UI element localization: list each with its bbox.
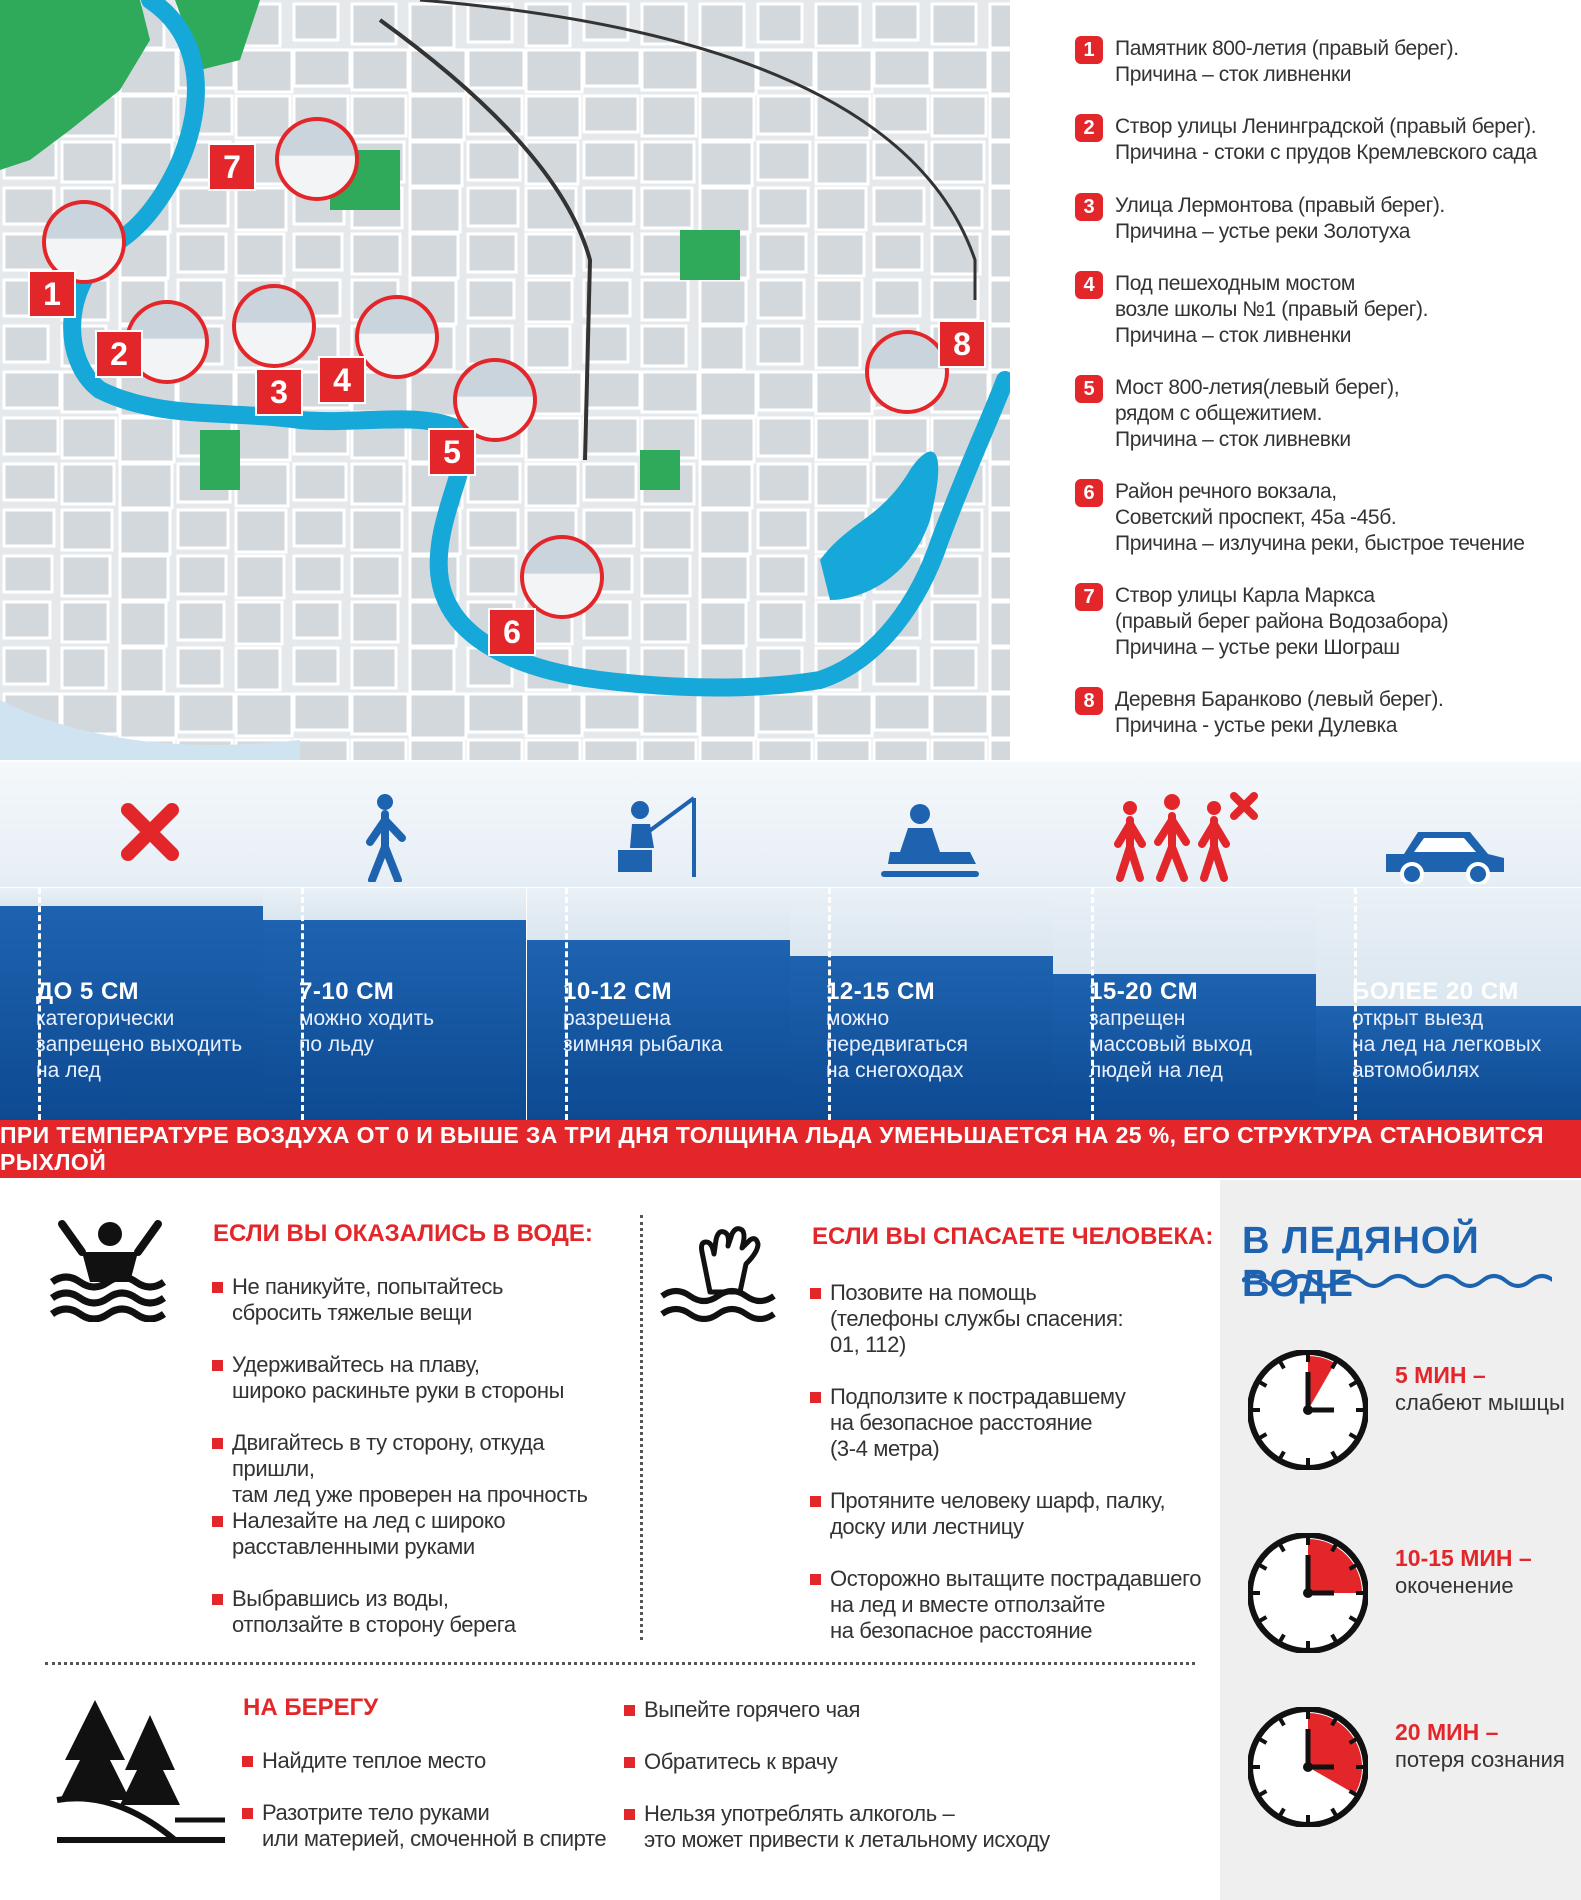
- vertical-divider: [640, 1215, 643, 1640]
- stage-time: 5 МИН –: [1395, 1362, 1486, 1388]
- helping-hand-icon: [660, 1222, 780, 1322]
- depth-marker: [38, 888, 41, 1120]
- list-item: Удерживайтесь на плаву, широко раскиньте руки в стороны: [212, 1352, 632, 1404]
- stage-time: 10-15 МИН –: [1395, 1545, 1532, 1571]
- thickness-value: 15-20 СМ: [1089, 978, 1199, 1005]
- group-crossed-icon: [1110, 792, 1260, 887]
- thickness-value: БОЛЕЕ 20 СМ: [1352, 978, 1519, 1005]
- map-marker-5[interactable]: 5: [428, 428, 476, 476]
- forbidden-x-icon: [120, 802, 180, 867]
- rescue-title: ЕСЛИ ВЫ СПАСАЕТЕ ЧЕЛОВЕКА:: [812, 1223, 1214, 1250]
- marker-photo-6: [520, 535, 604, 619]
- depth-marker: [828, 888, 831, 1120]
- ice-thickness-label: [36, 978, 242, 1084]
- legend-item-6: [1075, 479, 1525, 557]
- legend-text: Деревня Баранково (левый берег). Причина - устье реки Дулевка: [1115, 688, 1444, 737]
- legend-number-badge: 6: [1075, 479, 1103, 507]
- list-item: Позовите на помощь (телефоны службы спасения: 01, 112): [810, 1280, 1230, 1358]
- walking-person-icon: [360, 792, 410, 887]
- list-item: Подползите к пострадавшему на безопасное расстояние (3-4 метра): [810, 1384, 1230, 1462]
- thickness-value: 10-12 СМ: [563, 978, 673, 1005]
- list-item: Найдите теплое место: [242, 1748, 642, 1774]
- list-item: Нельзя употреблять алкоголь – это может привести к летальному исходу: [624, 1801, 1064, 1853]
- map-marker-3[interactable]: 3: [255, 368, 303, 416]
- legend-item-4: [1075, 271, 1428, 349]
- ice-column: [1316, 762, 1581, 1120]
- ice-thickness-band: [0, 762, 1581, 1120]
- thickness-value: ДО 5 СМ: [36, 978, 139, 1005]
- clock-icon: [1248, 1707, 1368, 1832]
- list-item: Выпейте горячего чая: [624, 1697, 1064, 1723]
- list-item: Не паникуйте, попытайтесь сбросить тяжелые вещи: [212, 1274, 632, 1326]
- legend-number-badge: 3: [1075, 193, 1103, 221]
- list-item: Выбравшись из воды, отползайте в сторону берега: [212, 1586, 632, 1638]
- legend-item-1: [1075, 36, 1459, 88]
- map-marker-4[interactable]: 4: [318, 356, 366, 404]
- forest-shore-icon: [55, 1690, 230, 1850]
- clock-icon: [1248, 1533, 1368, 1658]
- icy-water-panel: [1220, 1180, 1581, 1900]
- marker-photo-3: [232, 284, 316, 368]
- stage-effect: окоченение: [1395, 1573, 1514, 1598]
- list-item: Разотрите тело руками или материей, смоченной в спирте: [242, 1800, 642, 1852]
- list-item: Обратитесь к врачу: [624, 1749, 1064, 1775]
- marker-photo-8: [865, 330, 949, 414]
- ice-thickness-label: [1089, 978, 1252, 1084]
- marker-photo-4: [355, 295, 439, 379]
- marker-photo-7: [275, 117, 359, 201]
- depth-marker: [565, 888, 568, 1120]
- legend-text: Улица Лермонтова (правый берег). Причина – устье реки Золотуха: [1115, 194, 1445, 243]
- map-marker-1[interactable]: 1: [28, 270, 76, 318]
- list-item: Протяните человеку шарф, палку, доску или лестницу: [810, 1488, 1230, 1540]
- car-icon: [1380, 824, 1510, 889]
- depth-marker: [301, 888, 304, 1120]
- stage-time: 20 МИН –: [1395, 1719, 1499, 1745]
- legend-item-5: [1075, 375, 1399, 453]
- list-item: Налезайте на лед с широко расставленными руками: [212, 1508, 632, 1560]
- snowmobile-icon: [880, 800, 980, 885]
- legend-text: Район речного вокзала, Советский проспект, 45а -45б. Причина – излучина реки, быстрое течение: [1115, 480, 1525, 555]
- wave-underline-icon: [1242, 1270, 1552, 1292]
- depth-marker: [1354, 888, 1357, 1120]
- horizontal-divider: [45, 1662, 1195, 1665]
- legend-number-badge: 8: [1075, 687, 1103, 715]
- thickness-rule: категорически запрещено выходить на лед: [36, 1007, 243, 1082]
- temperature-warning-banner: ПРИ ТЕМПЕРАТУРЕ ВОЗДУХА ОТ 0 И ВЫШЕ ЗА ТРИ ДНЯ ТОЛЩИНА ЛЬДА УМЕНЬШАЕТСЯ НА 25 %, ЕГО СТРУКТУРА СТАНОВИТСЯ РЫХЛОЙ: [0, 1120, 1581, 1178]
- icy-water-title: В ЛЕДЯНОЙ ВОДЕ: [1242, 1220, 1480, 1305]
- depth-marker: [1091, 888, 1094, 1120]
- legend-item-7: [1075, 583, 1448, 661]
- clock-icon: [1248, 1350, 1368, 1475]
- legend-item-3: [1075, 193, 1445, 245]
- thickness-value: 12-15 СМ: [826, 978, 936, 1005]
- hazard-map: [0, 0, 1581, 760]
- list-item: Осторожно вытащите пострадавшего на лед и вместе отползайте на безопасное расстояние: [810, 1566, 1230, 1644]
- legend-number-badge: 2: [1075, 114, 1103, 142]
- drowning-person-icon: [50, 1212, 170, 1322]
- thickness-rule: можно передвигаться на снегоходах: [826, 1007, 968, 1082]
- shore-title: НА БЕРЕГУ: [243, 1694, 379, 1721]
- legend-text: Мост 800-летия(левый берег), рядом с общежитием. Причина – сток ливневки: [1115, 376, 1400, 451]
- thickness-rule: открыт выезд на лед на легковых автомобилях: [1352, 1007, 1542, 1082]
- map-marker-2[interactable]: 2: [95, 330, 143, 378]
- thickness-rule: разрешена зимняя рыбалка: [563, 1007, 723, 1056]
- thickness-rule: можно ходить по льду: [299, 1007, 435, 1056]
- legend-number-badge: 1: [1075, 36, 1103, 64]
- legend-item-2: [1075, 114, 1537, 166]
- legend-number-badge: 4: [1075, 271, 1103, 299]
- legend-number-badge: 7: [1075, 583, 1103, 611]
- thickness-rule: запрещен массовый выход людей на лед: [1089, 1007, 1252, 1082]
- stage-effect: потеря сознания: [1395, 1747, 1565, 1772]
- legend-item-8: [1075, 687, 1443, 739]
- legend-text: Створ улицы Карла Маркса (правый берег района Водозабора) Причина – устье реки Шограш: [1115, 584, 1449, 659]
- fisherman-icon: [610, 792, 700, 887]
- map-marker-6[interactable]: 6: [488, 608, 536, 656]
- ice-thickness-label: [299, 978, 434, 1058]
- ice-thickness-label: [1352, 978, 1541, 1084]
- ice-thickness-label: [826, 978, 968, 1084]
- legend-text: Створ улицы Ленинградской (правый берег). Причина - стоки с прудов Кремлевского сада: [1115, 115, 1537, 164]
- map-marker-8[interactable]: 8: [938, 320, 986, 368]
- in-water-title: ЕСЛИ ВЫ ОКАЗАЛИСЬ В ВОДЕ:: [213, 1220, 593, 1247]
- map-marker-7[interactable]: 7: [208, 143, 256, 191]
- stage-effect: слабеют мышцы: [1395, 1390, 1565, 1415]
- thickness-value: 7-10 СМ: [299, 978, 395, 1005]
- legend-number-badge: 5: [1075, 375, 1103, 403]
- legend-text: Памятник 800-летия (правый берег). Причина – сток ливненки: [1115, 37, 1459, 86]
- list-item: Двигайтесь в ту сторону, откуда пришли, там лед уже проверен на прочность: [212, 1430, 632, 1508]
- legend-text: Под пешеходным мостом возле школы №1 (правый берег). Причина – сток ливненки: [1115, 272, 1429, 347]
- ice-thickness-label: [563, 978, 723, 1058]
